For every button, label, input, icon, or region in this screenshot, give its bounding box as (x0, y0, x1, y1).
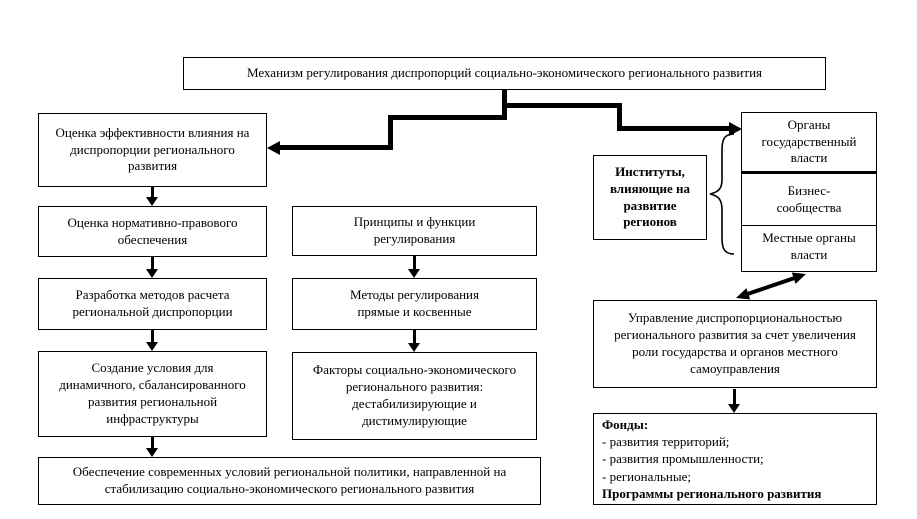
arrowhead-left-icon (267, 141, 280, 155)
funds-footer: Программы регионального развития (602, 485, 822, 501)
authorities-stack (741, 112, 877, 272)
brace-icon (706, 132, 738, 256)
box-institutions: Институты, влияющие на развитие регионов (593, 155, 707, 240)
arrow-down-icon (146, 437, 158, 457)
box-factors: Факторы социально-экономического регионального развития: дестабилизирующие и дистимулирующие (292, 352, 537, 440)
box-business-communities: Бизнес-сообщества (742, 174, 876, 226)
arrow-down-icon (728, 389, 740, 413)
funds-item: - региональные; (602, 468, 691, 484)
connector-right-h1 (502, 103, 622, 108)
funds-header: Фонды: (602, 417, 649, 433)
box-methods-development: Разработка методов расчета региональной диспропорции (38, 278, 267, 330)
arrow-down-icon (146, 330, 158, 351)
box-local-authorities: Местные органы власти (762, 230, 856, 262)
arrow-down-icon (146, 257, 158, 278)
title-box (183, 57, 826, 90)
box-principles-functions: Принципы и функции регулирования (292, 206, 537, 256)
box-funds (593, 413, 877, 505)
box-legal-assessment: Оценка нормативно-правового обеспечения (38, 206, 267, 257)
connector-right-h2 (617, 126, 729, 131)
title-text: Механизм регулирования диспропорций социально-экономического регионального развития (246, 65, 763, 81)
arrow-down-icon (408, 330, 420, 352)
connector-left-h2 (279, 145, 393, 150)
funds-item: - развития промышленности; (602, 451, 764, 467)
arrow-down-icon (408, 256, 420, 278)
connector-left-v (388, 115, 393, 149)
connector-left-h1 (388, 115, 507, 120)
arrow-down-icon (146, 187, 158, 206)
box-policy-support: Обеспечение современных условий региональной политики, направленной на стабилизацию социально-экономического регионального развития (38, 457, 541, 505)
box-assessment-influence: Оценка эффективности влияния на диспропорции регионального развития (38, 113, 267, 187)
box-infrastructure-conditions: Создание условия для динамичного, сбалансированного развития региональной инфраструктуры (38, 351, 267, 437)
box-state-authorities: Органы государственный власти (742, 113, 876, 174)
box-regulation-methods: Методы регулирования прямые и косвенные (292, 278, 537, 330)
box-disproportion-management: Управление диспропорциональностью регионального развития за счет увеличения роли государства и органов местного самоуправления (593, 300, 877, 388)
funds-item: - развития территорий; (602, 434, 730, 450)
